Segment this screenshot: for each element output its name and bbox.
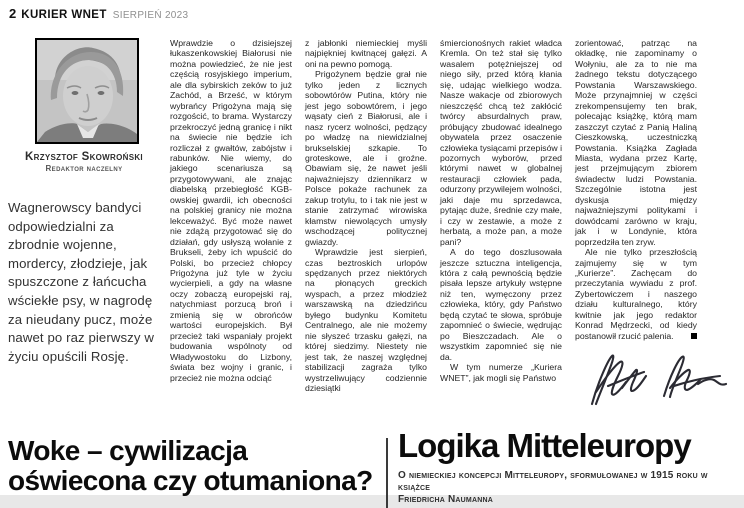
article-subtitle-line1: O niemieckiej koncepcji Mitteleuropy, sformułowanej w 1915 roku w książce xyxy=(398,470,708,493)
editorial-paragraph: Prigożynem będzie grał nie tylko jeden z licznych sobowtórów Putina, który nie jest jego sobowtórem, i jego wąsaty cień z Białorusi, ale i nasz rycerz wolności, pędzący po władzę na niewidzialnej brukselskiej szkapie. To groteskowe, ale i groźne. Obawiam się, że nawet jeśli najważniejszy dziennikarz w Polsce pokaże rachunek za zakup trotylu, to i tak nie jest w stanie zatrzymać wirowiska kłamstw niewolących umysły wschodzącej politycznej gwiazdy. xyxy=(305,69,427,247)
article-headline-woke: Woke – cywilizacja oświecona czy otumaniona? xyxy=(8,435,373,496)
page-number: 2 xyxy=(9,6,17,21)
editor-signature xyxy=(578,342,736,424)
editor-portrait-photo xyxy=(35,38,139,144)
article-subtitle-line2: Friedricha Naumanna xyxy=(398,494,493,505)
editorial-paragraph xyxy=(575,247,697,341)
editorial-paragraph: W tym numerze „Kuriera WNET”, jak mogli się Państwo xyxy=(440,362,562,383)
masthead-title: KURIER WNET xyxy=(21,9,107,21)
author-role: Redaktor naczelny xyxy=(45,164,123,173)
author-name: Krzysztof Skowroński xyxy=(25,151,143,163)
lower-headlines-section xyxy=(0,424,744,505)
editorial-paragraph: śmiercionośnych rakiet władca Kremla. On też stał się tylko wasalem potężniejszej od niego siły, przed którą kłania się, udając wielkiego wodza. Nasze wakacje od zbiorowych nieszczęść chcą też zakłócić twórcy absurdalnych praw, próbujący zbudować idealnego obywatela przez osaczenie człowieka tysiącami przepisów i pozornych wyborów, przed którymi nawet w globalnej restauracji człowiek pada, odurzony przywilejem wolności, jaki daje mu sprzedawca, pytając duże, średnie czy małe, i czy w zestawie, a może z herbatą, a może pan, a może pani? xyxy=(440,38,562,247)
editorial-paragraph: A do tego doszlusowała jeszcze sztuczna inteligencja, która z całą pewnością będzie pisała lepsze artykuły wstępne niż ten, wymęczony przez człowieka, który, gdy Państwo będą czytać te słowa, spróbuje zapomnieć o świecie, wędrując po Bieszczadach. Ale o wszystkim zapomnieć się nie da. xyxy=(440,247,562,362)
article-end-mark-icon xyxy=(691,333,697,339)
editorial-paragraph: Wprawdzie jest sierpień, czas beztroskich urlopów spędzanych przez niektórych na płonących greckich wyspach, a przez młodzież warszawską na dziedzińcu byłego budynku Komitetu Centralnego, ale nie możemy nie słyszeć trzasku gałęzi, na której siedzimy. Niestety nie jest tak, że naszej względnej stabilizacji zagraża tylko wystrzeliwujący codziennie dziesiątki xyxy=(305,247,427,393)
editorial-paragraph-text: Ale nie tylko przeszłością zajmujemy się w tym „Kurierze”. Zachęcam do przeczytania wywiadu z prof. Zybertowiczem i naszego działu kulturalnego, który kwitnie jak jego redaktor Konrad Mędrzecki, od kiedy postanowił rzucić palenia. xyxy=(575,247,697,341)
byline xyxy=(8,151,160,173)
editorial-paragraph: zorientować, patrząc na okładkę, nie zapominamy o Wołyniu, ale za to nie ma żadnego tekstu dotyczącego Powstania Warszawskiego. Może przynajmniej w części zrekompensujemy ten brak, polecając książkę, którą mam zaszczyt czytać z Panią Haliną Cieszkowską, uczestniczką Powstania. Książka Zagłada Miasta, wydana przez Kartę, jest przejmującym zbiorem świadectw ludzi Powstania. Szczególnie istotna jest dyskusja między najważniejszymi politykami i dowódcami zarówno w kraju, jak i w Londynie, która poprzedziła ten zryw. xyxy=(575,38,697,247)
article-headline-mitteleuropa: Logika Mitteleuropy xyxy=(398,427,691,464)
portrait-photo-graphic xyxy=(37,40,137,142)
article-subtitle xyxy=(398,470,742,506)
editorial-column-3 xyxy=(440,38,562,402)
article-block-mitteleuropa xyxy=(398,428,742,506)
column-divider xyxy=(386,438,388,508)
editorial-column-1 xyxy=(170,38,292,402)
editorial-paragraph: Wprawdzie o dzisiejszej łukaszenkowskiej Białorusi nie można powiedzieć, że nie jest częścią rosyjskiego imperium, ale dla sybirskich zeków to już Zachód, a Brześć, w którym wybrańcy Prigożyna mają się rozgościć, to brama. Wystarczy przekroczyć jedną granicę i nikt na świecie nie będzie ich rozliczał z gwałtów, zabójstw i rabunków. Nie wiemy, do jakiego scenariusza są przygotowywani, ale znając diabelską przebiegłość KGB-owskiej gwardii, ich obecności na polskiej granicy nie można lekceważyć. Być może nawet nie zdążą przygotować się do działań, gdy usłyszą wołanie z Brukseli, żeby ich wpuścić do Polski, bo przecież chłopcy Prigożyna już tyle w życiu wycierpieli, a gdy na własne oczy zobaczą europejski raj, natychmiast porzucą broń i zmienią się w obrońców wartości europejskich. Był przecież taki wspaniały projekt budowania wspólnoty od Władywostoku do Lizbony, świata bez wojny i granic, i przecież nie można odciąć xyxy=(170,38,292,383)
signature-icon xyxy=(578,342,736,424)
page-header xyxy=(9,5,188,23)
pull-quote: Wagnerowscy bandyci odpowiedzialni za zbrodnie wojenne, mordercy, złodzieje, jak spuszczone z łańcucha wściekłe psy, w nagrodę za nieudany pucz, może nawet po raz pierwszy w życiu opuścili Rosję. xyxy=(8,200,154,364)
issue-date: SIERPIEŃ 2023 xyxy=(112,10,189,21)
editorial-paragraph: z jabłonki niemieckiej myśli najpiękniej kwitnącej gałęzi. A oni na pewno pomogą. xyxy=(305,38,427,69)
editorial-column-2 xyxy=(305,38,427,402)
editor-rail xyxy=(8,38,160,366)
